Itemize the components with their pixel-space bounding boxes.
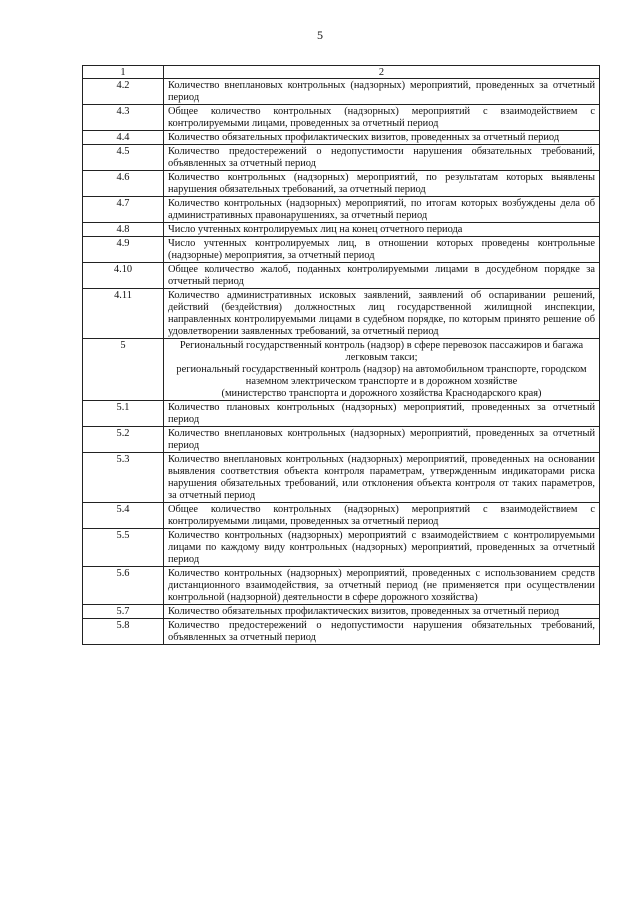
row-number: 5.2 (83, 427, 164, 453)
table-row (83, 619, 600, 645)
row-number: 4.11 (83, 289, 164, 339)
row-text: Количество предостережений о недопустимости нарушения обязательных требований, объявленных за отчетный период (164, 619, 600, 645)
table-row (83, 145, 600, 171)
row-text: Число учтенных контролируемых лиц, в отношении которых проведены контрольные (надзорные) мероприятия, за отчетный период (164, 237, 600, 263)
row-number: 4.3 (83, 105, 164, 131)
row-text: Общее количество контрольных (надзорных) мероприятий с взаимодействием с контролируемыми лицами, проведенных за отчетный период (164, 105, 600, 131)
row-number: 5.8 (83, 619, 164, 645)
table-row (83, 453, 600, 503)
row-text: Количество предостережений о недопустимости нарушения обязательных требований, объявленных за отчетный период (164, 145, 600, 171)
row-number: 4.9 (83, 237, 164, 263)
row-text: Количество внеплановых контрольных (надзорных) мероприятий, проведенных за отчетный период (164, 79, 600, 105)
table-row (83, 401, 600, 427)
row-number: 4.7 (83, 197, 164, 223)
header-col-1: 1 (83, 66, 164, 79)
row-text: Количество внеплановых контрольных (надзорных) мероприятий, проведенных за отчетный период (164, 427, 600, 453)
row-number: 4.2 (83, 79, 164, 105)
row-text: Количество внеплановых контрольных (надзорных) мероприятий, проведенных на основании выявления соответствия объекта контроля параметрам, утвержденным индикаторами риска нарушения обязательных требований, или отклонения объекта контроля от таких параметров, за отчетный период (164, 453, 600, 503)
section-heading (164, 339, 600, 401)
row-number: 4.4 (83, 131, 164, 145)
section-heading-line-2: региональный государственный контроль (надзор) на автомобильном транспорте, городском наземном электрическом транспорте и в дорожном хозяйстве (176, 364, 587, 387)
section-heading-line-1: Региональный государственный контроль (надзор) в сфере перевозок пассажиров и багажа легковым такси; (179, 340, 584, 363)
table-row (83, 503, 600, 529)
table-row (83, 605, 600, 619)
row-text: Количество обязательных профилактических визитов, проведенных за отчетный период (164, 131, 600, 145)
row-number: 4.6 (83, 171, 164, 197)
row-number: 5.4 (83, 503, 164, 529)
section-heading-row (83, 339, 600, 401)
indicators-table (82, 65, 600, 645)
row-number: 4.5 (83, 145, 164, 171)
table-row (83, 263, 600, 289)
row-text: Количество обязательных профилактических визитов, проведенных за отчетный период (164, 605, 600, 619)
section-heading-line-3: (министерство транспорта и дорожного хозяйства Краснодарского края) (221, 388, 542, 399)
row-text: Количество контрольных (надзорных) мероприятий, по результатам которых выявлены нарушения обязательных требований, за отчетный период (164, 171, 600, 197)
table-row (83, 223, 600, 237)
page-number: 5 (317, 28, 323, 42)
header-col-2: 2 (164, 66, 600, 79)
row-text: Количество контрольных (надзорных) мероприятий с взаимодействием с контролируемыми лицами по каждому виду контрольных (надзорных) мероприятий, проведенных за отчетный период (164, 529, 600, 567)
row-text: Количество плановых контрольных (надзорных) мероприятий, проведенных за отчетный период (164, 401, 600, 427)
table-row (83, 427, 600, 453)
row-number: 5.6 (83, 567, 164, 605)
row-number: 5.1 (83, 401, 164, 427)
row-text: Общее количество жалоб, поданных контролируемыми лицами в досудебном порядке за отчетный период (164, 263, 600, 289)
section-number: 5 (83, 339, 164, 401)
row-text: Количество административных исковых заявлений, заявлений об оспаривании решений, действий (бездействия) должностных лиц государственной жилищной инспекции, направленных контролируемыми лицами в судебном порядке, по которым принято решение об удовлетворении заявленных требований, за отчетный период (164, 289, 600, 339)
table-row (83, 289, 600, 339)
row-number: 5.3 (83, 453, 164, 503)
table-row (83, 105, 600, 131)
row-number: 4.8 (83, 223, 164, 237)
table-row (83, 529, 600, 567)
row-text: Количество контрольных (надзорных) мероприятий, по итогам которых возбуждены дела об административных правонарушениях, за отчетный период (164, 197, 600, 223)
table-row (83, 567, 600, 605)
row-number: 5.5 (83, 529, 164, 567)
table-row (83, 131, 600, 145)
table-row (83, 237, 600, 263)
table-row (83, 79, 600, 105)
row-text: Общее количество контрольных (надзорных) мероприятий с взаимодействием с контролируемыми лицами, проведенных за отчетный период (164, 503, 600, 529)
row-text: Число учтенных контролируемых лиц на конец отчетного периода (164, 223, 600, 237)
row-number: 4.10 (83, 263, 164, 289)
row-text: Количество контрольных (надзорных) мероприятий, проведенных с использованием средств дистанционного взаимодействия, за отчетный период (не применяется при осуществлении контрольной (надзорной) деятельности в сфере дорожного хозяйства) (164, 567, 600, 605)
table-row (83, 171, 600, 197)
table-header-row (83, 66, 600, 79)
table-row (83, 197, 600, 223)
row-number: 5.7 (83, 605, 164, 619)
